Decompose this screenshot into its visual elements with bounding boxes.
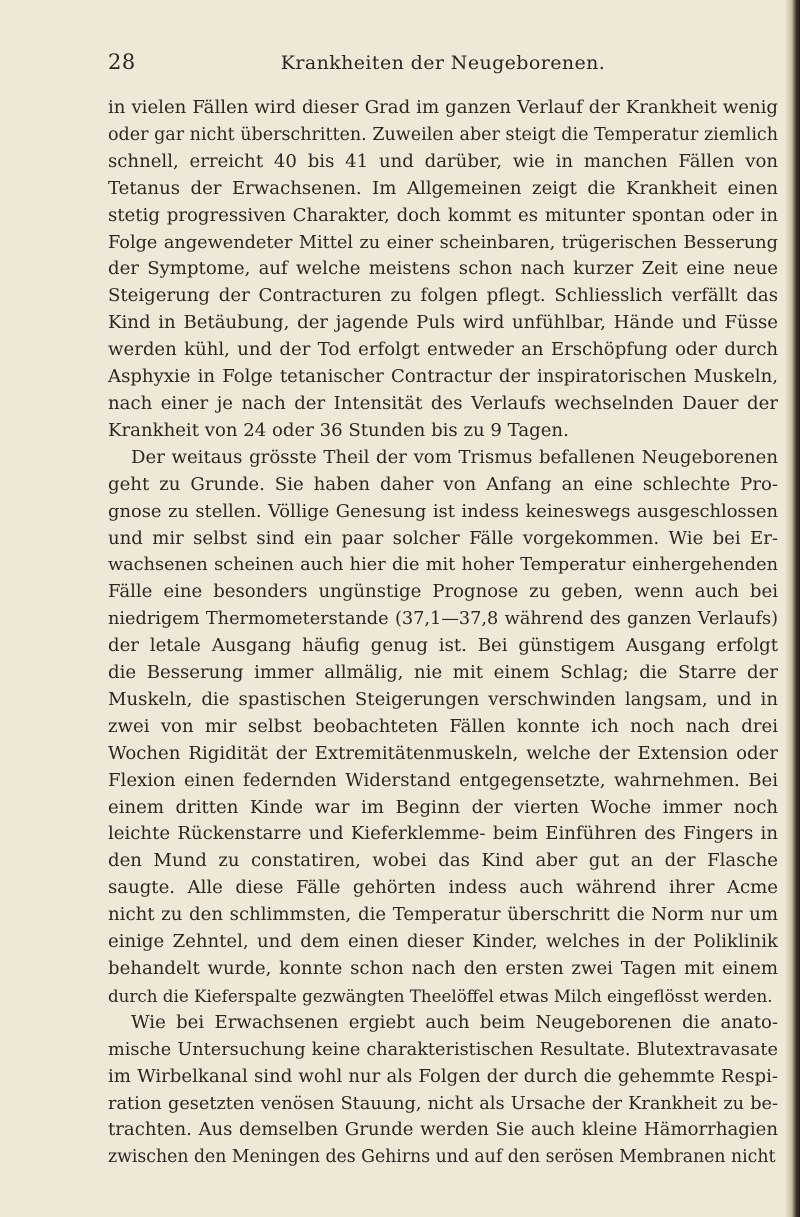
text-line: wachsenen scheinen auch hier die mit hoher Temperatur einhergehenden bbox=[108, 555, 778, 576]
text-line: ration gesetzten venösen Stauung, nicht als Ursache der Krankheit zu be- bbox=[108, 1093, 778, 1114]
text-line: nach einer je nach der Intensität des Verlaufs wechselnden Dauer der bbox=[108, 392, 778, 414]
text-line: die Besserung immer allmälig, nie mit einem Schlag; die Starre der bbox=[108, 662, 778, 684]
text-line: der Symptome, auf welche meistens schon nach kurzer Zeit eine neue bbox=[108, 258, 778, 280]
text-line: der letale Ausgang häufig genug ist. Bei günstigem Ausgang erfolgt bbox=[108, 635, 778, 657]
text-line: stetig progressiven Charakter, doch kommt es mitunter spontan oder in bbox=[108, 204, 778, 226]
text-line: werden kühl, und der Tod erfolgt entweder an Erschöpfung oder durch bbox=[108, 339, 778, 361]
text-line: Fälle eine besonders ungünstige Prognose zu geben, wenn auch bei bbox=[108, 581, 778, 603]
text-line: zwischen den Meningen des Gehirns und auf den serösen Membranen nicht bbox=[108, 1147, 776, 1168]
text-line: Muskeln, die spastischen Steigerungen verschwinden langsam, und in bbox=[108, 688, 778, 710]
text-line: behandelt wurde, konnte schon nach den ersten zwei Tagen mit einem bbox=[108, 958, 778, 979]
text-line: zwei von mir selbst beobachteten Fällen konnte ich noch nach drei bbox=[108, 715, 778, 737]
text-line: einige Zehntel, und dem einen dieser Kinder, welches in der Poliklinik bbox=[108, 931, 778, 953]
text-line: mische Untersuchung keine charakteristischen Resultate. Blutextravasate bbox=[108, 1039, 778, 1060]
text-line: Wie bei Erwachsenen ergiebt auch beim Neugeborenen die anato- bbox=[131, 1011, 778, 1033]
text-line: Wochen Rigidität der Extremitätenmuskeln, welche der Extension oder bbox=[108, 742, 778, 764]
page-edge-shadow bbox=[786, 0, 800, 1217]
text-line: schnell, erreicht 40 bis 41 und darüber, wie in manchen Fällen von bbox=[108, 150, 778, 172]
text-line: den Mund zu constatiren, wobei das Kind aber gut an der Flasche bbox=[108, 850, 778, 872]
text-line: und mir selbst sind ein paar solcher Fälle vorgekommen. Wie bei Er- bbox=[108, 527, 778, 549]
text-line: in vielen Fällen wird dieser Grad im ganzen Verlauf der Krankheit wenig bbox=[108, 97, 778, 118]
text-line: geht zu Grunde. Sie haben daher von Anfang an eine schlechte Pro- bbox=[108, 473, 778, 495]
page-header bbox=[108, 50, 778, 82]
text-line: einem dritten Kinde war im Beginn der vierten Woche immer noch bbox=[108, 796, 778, 818]
text-line: niedrigem Thermometerstande (37,1—37,8 während des ganzen Verlaufs) bbox=[108, 609, 778, 630]
text-line: Der weitaus grösste Theil der vom Trismus befallenen Neugeborenen bbox=[131, 446, 778, 468]
body-text bbox=[108, 95, 778, 1171]
running-title: Krankheiten der Neugeborenen. bbox=[280, 52, 606, 74]
text-line: Folge angewendeter Mittel zu einer scheinbaren, trügerischen Besserung bbox=[108, 232, 778, 253]
text-line: leichte Rückenstarre und Kieferklemme- beim Einführen des Fingers in bbox=[108, 823, 778, 845]
text-line: Asphyxie in Folge tetanischer Contractur der inspiratorischen Muskeln, bbox=[108, 366, 778, 388]
text-line: Krankheit von 24 oder 36 Stunden bis zu 9 Tagen. bbox=[108, 419, 569, 441]
text-line: im Wirbelkanal sind wohl nur als Folgen der durch die gehemmte Respi- bbox=[108, 1065, 778, 1087]
text-line: Flexion einen federnden Widerstand entgegensetzte, wahrnehmen. Bei bbox=[108, 769, 778, 791]
text-line: gnose zu stellen. Völlige Genesung ist indess keineswegs ausgeschlossen bbox=[108, 500, 778, 522]
text-line: Steigerung der Contracturen zu folgen pflegt. Schliesslich verfällt das bbox=[108, 285, 778, 307]
paragraph bbox=[108, 1010, 778, 1171]
page-number: 28 bbox=[108, 50, 136, 74]
text-line: Kind in Betäubung, der jagende Puls wird unfühlbar, Hände und Füsse bbox=[108, 312, 778, 334]
text-line: saugte. Alle diese Fälle gehörten indess auch während ihrer Acme bbox=[108, 877, 778, 899]
text-line: oder gar nicht überschritten. Zuweilen aber steigt die Temperatur ziemlich bbox=[108, 124, 778, 145]
text-line: durch die Kieferspalte gezwängten Theelöffel etwas Milch eingeflösst werden. bbox=[108, 985, 773, 1006]
paragraph bbox=[108, 445, 778, 1010]
text-line: Tetanus der Erwachsenen. Im Allgemeinen zeigt die Krankheit einen bbox=[108, 177, 778, 199]
text-line: trachten. Aus demselben Grunde werden Sie auch kleine Hämorrhagien bbox=[108, 1119, 778, 1141]
paragraph bbox=[108, 95, 778, 445]
text-line: nicht zu den schlimmsten, die Temperatur überschritt die Norm nur um bbox=[108, 904, 778, 926]
